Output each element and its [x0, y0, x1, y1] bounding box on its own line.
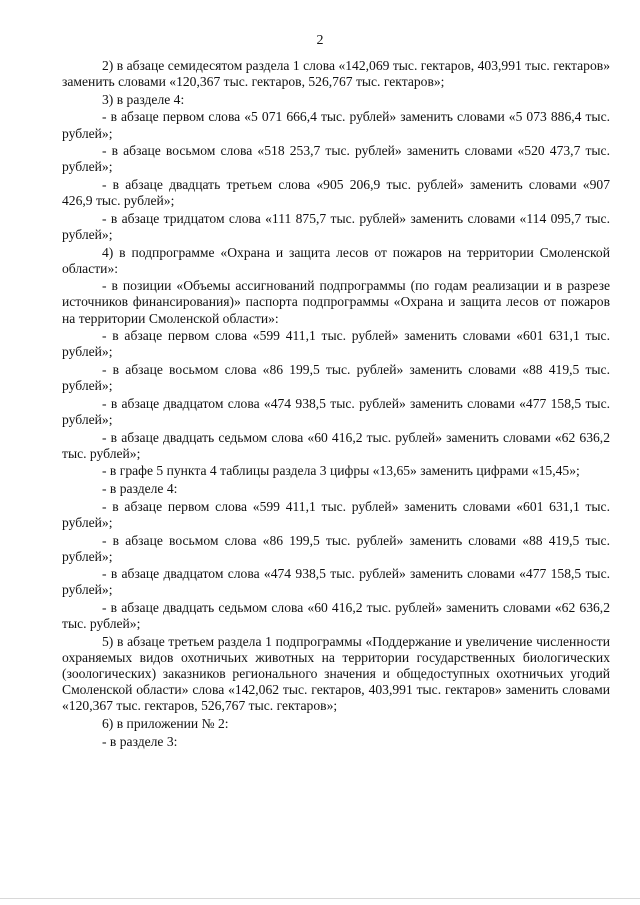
list-item: - в абзаце двадцатом слова «474 938,5 тыс. рублей» заменить словами «477 158,5 тыс. рублей»; [62, 566, 610, 598]
paragraph-5-subprogram: 5) в абзаце третьем раздела 1 подпрограммы «Поддержание и увеличение численности охраняемых видов охотничьих животных на территории государственных биологических (зоологических) заказников регионального значения и общедоступных охотничьих угодий Смоленской области» слова «142,062 тыс. гектаров, 403,991 тыс. гектаров» заменить словами «120,367 тыс. гектаров, 526,767 тыс. гектаров»; [62, 633, 610, 714]
list-item: - в разделе 3: [102, 733, 178, 749]
list-item: - в абзаце двадцать седьмом слова «60 416,2 тыс. рублей» заменить словами «62 636,2 тыс. рублей»; [62, 429, 610, 461]
list-item: - в позиции «Объемы ассигнований подпрограммы (по годам реализации и в разрезе источников финансирования)» паспорта подпрограммы «Охрана и защита лесов от пожаров на территории Смоленской области»: [62, 278, 610, 326]
list-item: - в графе 5 пункта 4 таблицы раздела 3 цифры «13,65» заменить цифрами «15,45»; [102, 463, 580, 479]
list-item: - в абзаце восьмом слова «518 253,7 тыс. рублей» заменить словами «520 473,7 тыс. рублей»; [62, 143, 610, 175]
list-item: - в разделе 4: [102, 481, 178, 497]
list-item: - в абзаце двадцать седьмом слова «60 416,2 тыс. рублей» заменить словами «62 636,2 тыс. рублей»; [62, 600, 610, 632]
document-body [62, 58, 610, 751]
list-item: - в абзаце первом слова «599 411,1 тыс. рублей» заменить словами «601 631,1 тыс. рублей»; [62, 328, 610, 360]
list-item: - в абзаце первом слова «599 411,1 тыс. рублей» заменить словами «601 631,1 тыс. рублей»; [62, 498, 610, 530]
list-item: - в абзаце восьмом слова «86 199,5 тыс. рублей» заменить словами «88 419,5 тыс. рублей»; [62, 532, 610, 564]
paragraph-3-section4: 3) в разделе 4: [102, 91, 185, 107]
list-item: - в абзаце двадцать третьем слова «905 206,9 тыс. рублей» заменить словами «907 426,9 тыс. рублей»; [62, 177, 610, 209]
page-edge-line [0, 898, 640, 899]
list-item: - в абзаце тридцатом слова «111 875,7 тыс. рублей» заменить словами «114 095,7 тыс. рублей»; [62, 210, 610, 242]
page-number: 2 [316, 33, 324, 48]
list-item: - в абзаце двадцатом слова «474 938,5 тыс. рублей» заменить словами «477 158,5 тыс. рублей»; [62, 395, 610, 427]
list-item: - в абзаце первом слова «5 071 666,4 тыс. рублей» заменить словами «5 073 886,4 тыс. рублей»; [62, 109, 610, 141]
paragraph-6-appendix: 6) в приложении № 2: [102, 715, 229, 731]
paragraph-4-subprogram: 4) в подпрограмме «Охрана и защита лесов от пожаров на территории Смоленской области»: [62, 244, 610, 276]
paragraph-2-section1: 2) в абзаце семидесятом раздела 1 слова «142,069 тыс. гектаров, 403,991 тыс. гектаров» заменить словами «120,367 тыс. гектаров, 526,767 тыс. гектаров»; [62, 58, 610, 90]
list-item: - в абзаце восьмом слова «86 199,5 тыс. рублей» заменить словами «88 419,5 тыс. рублей»; [62, 362, 610, 394]
